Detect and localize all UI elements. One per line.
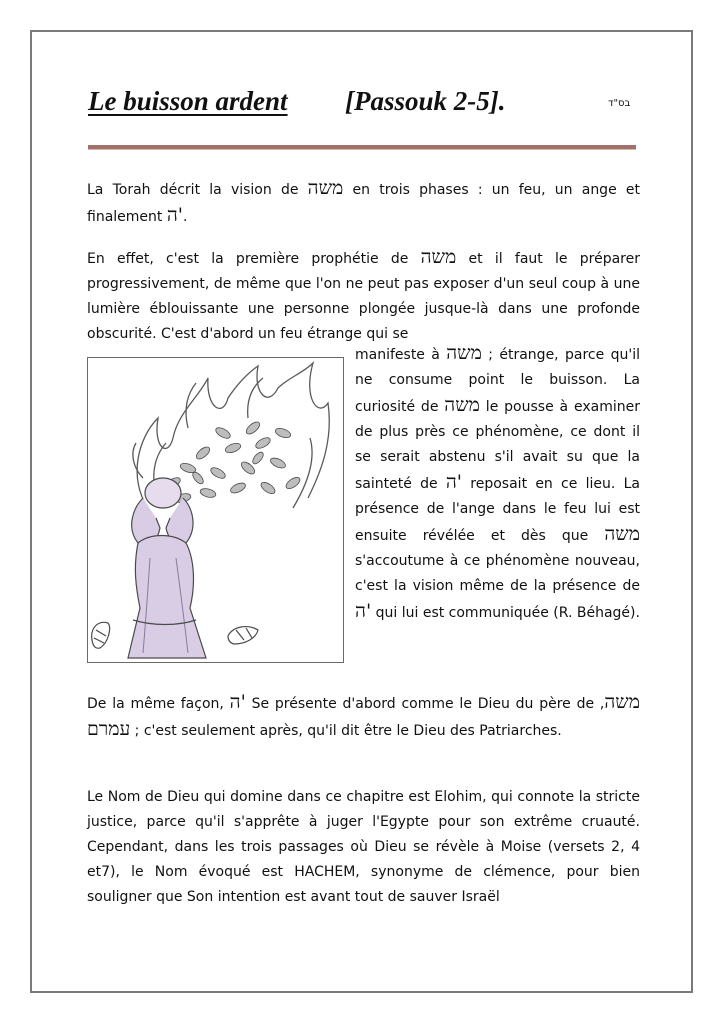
text-run: . xyxy=(183,209,188,225)
text-run: s'accoutume à ce phénomène nouveau, c'est la vision même de la présence de xyxy=(355,553,640,594)
bush-leaves xyxy=(164,420,302,504)
text-run: qui lui est communiquée (R. Béhagé). xyxy=(371,605,640,621)
text-run: En effet, c'est la première prophétie de xyxy=(87,251,421,267)
text-run: ; étrange, parce qu'il ne consume point le buisson. La curiosité de xyxy=(355,347,640,415)
moses-figure xyxy=(128,478,206,658)
hebrew-word: משה xyxy=(604,691,640,713)
page-title: Le buisson ardent xyxy=(88,86,288,116)
text-run: le pousse à examiner de plus près ce phénomène, ce dont il se serait abstenu s'il avait su que la sainteté de xyxy=(355,399,640,492)
hebrew-word: ה' xyxy=(445,471,463,493)
paragraph-4: Le Nom de Dieu qui domine dans ce chapitre est Elohim, qui connote la stricte justice, parce qu'il s'apprête à juger l'Egypte pour son extrême cruauté. Cependant, dans les trois passages où Dieu se révèle à Moise (versets 2, 4 et7), le Nom évoqué est HACHEM, synonyme de clémence, pour bien souligner que Son intention est avant tout de sauver Israël xyxy=(87,789,640,905)
hebrew-word: משה xyxy=(444,394,480,416)
text-run: , xyxy=(599,696,605,712)
text-run: ; c'est seulement après, qu'il dit être le Dieu des Patriarches. xyxy=(130,723,562,739)
title-row xyxy=(88,86,658,126)
paragraph-2 xyxy=(87,245,640,347)
text-run: De la même façon, xyxy=(87,696,230,712)
bsd-mark: בס"ד xyxy=(608,98,631,109)
burning-bush-illustration xyxy=(87,357,344,663)
hebrew-word: עמרם xyxy=(87,718,131,740)
hebrew-word: משה xyxy=(307,177,344,199)
hebrew-word: משה xyxy=(446,342,482,364)
text-run: reposait en ce lieu. La présence de l'ange dans le feu lui est ensuite révélée et dès que xyxy=(355,476,640,544)
hebrew-word: ה' xyxy=(355,600,372,622)
paragraph-1 xyxy=(87,176,640,230)
hebrew-word: משה xyxy=(420,246,457,268)
hebrew-word: ה' xyxy=(229,691,246,713)
text-run: et il faut le préparer progressivement, de même que l'on ne peut pas exposer d'un seul coup à une lumière éblouissante une personne plongée jusque-là dans une profonde obscurité. C'est d'abord un feu étrange qui se xyxy=(87,251,640,342)
text-run: manifeste à xyxy=(355,347,447,363)
text-run: Se présente d'abord comme le Dieu du père de xyxy=(245,696,600,712)
paragraph-3 xyxy=(87,690,640,744)
hebrew-word: משה xyxy=(604,523,640,545)
hebrew-word: ה' xyxy=(166,204,184,226)
illustration-svg xyxy=(88,358,343,662)
title-divider xyxy=(88,145,636,150)
passouk-reference: [Passouk 2-5]. xyxy=(345,86,506,116)
text-run: La Torah décrit la vision de xyxy=(87,182,308,198)
text-run: en trois phases : un feu, un ange et finalement xyxy=(87,182,640,225)
paragraph-2-continued xyxy=(355,341,640,626)
